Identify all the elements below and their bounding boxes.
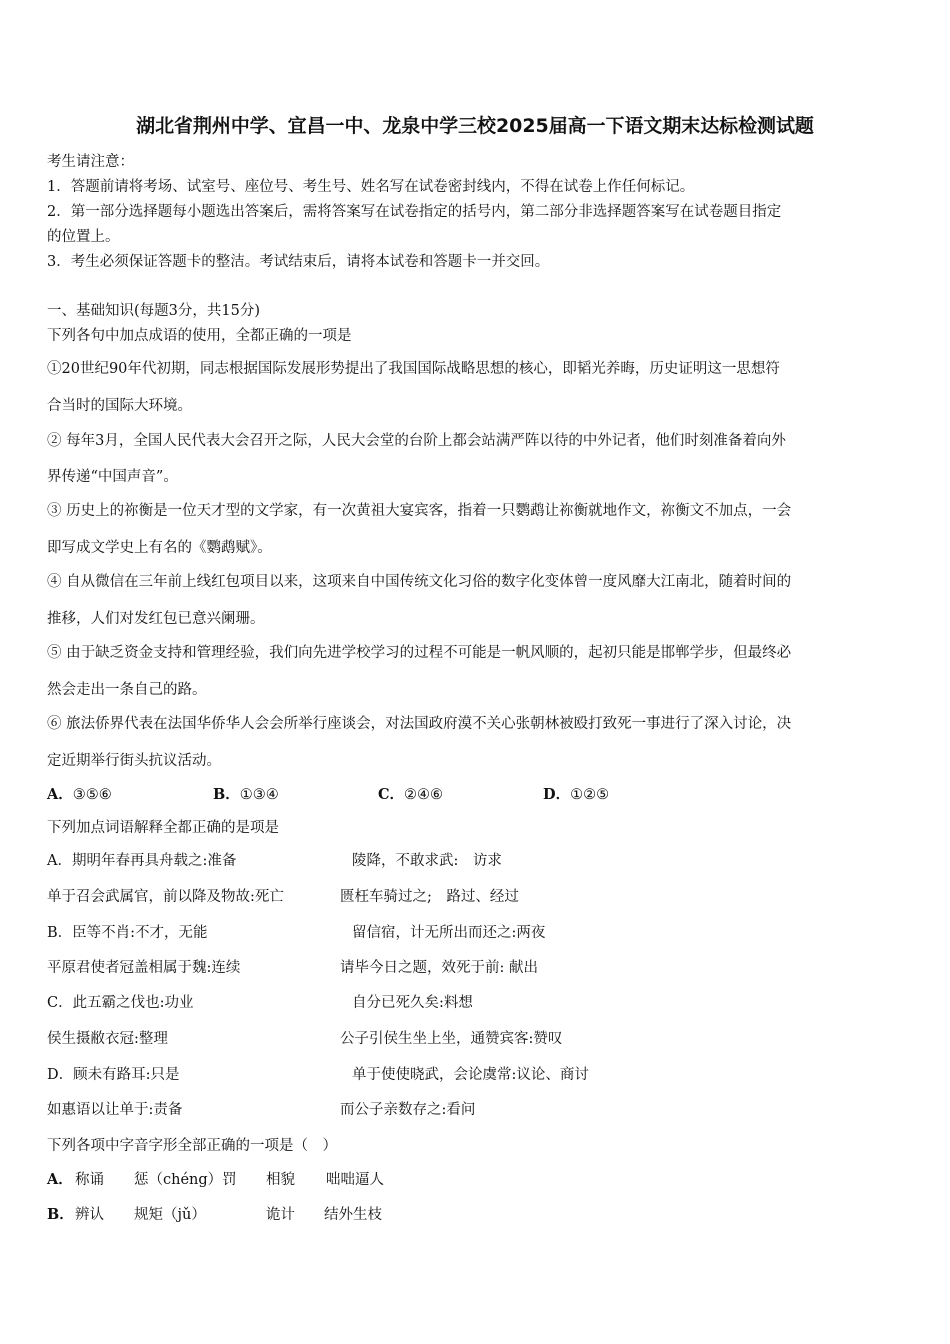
q3-word: 诡计 — [266, 1207, 295, 1223]
option-letter: D． — [543, 786, 571, 803]
q2-row-left: B．臣等不肖:不才，无能 — [47, 925, 208, 941]
option-a[interactable] — [47, 785, 112, 805]
q2-row-right: 公子引侯生坐上坐，通赞宾客:赞叹 — [340, 1031, 563, 1047]
q3-word: 辨认 — [75, 1207, 104, 1223]
notice-heading: 考生请注意： — [47, 154, 134, 170]
passage-line: 定近期举行街头抗议活动。 — [47, 753, 221, 769]
q2-row-left: C．此五霸之伐也:功业 — [47, 995, 194, 1011]
q2-row-left: A．期明年春再具舟载之:准备 — [47, 853, 237, 869]
q3-option-a[interactable] — [47, 1170, 73, 1190]
option-letter: B． — [213, 786, 240, 803]
q3-word: 相貌 — [266, 1172, 295, 1188]
q3-word: 结外生枝 — [324, 1207, 382, 1223]
passage-line: 界传递“中国声音”。 — [47, 469, 178, 485]
option-text: ②④⑥ — [404, 787, 444, 803]
q2-row-left: 平原君使者冠盖相属于魏:连续 — [47, 960, 241, 976]
q2-row-left: 侯生摄敝衣冠:整理 — [47, 1031, 168, 1047]
q2-row-left: 如惠语以让单于:责备 — [47, 1102, 183, 1118]
q3-option-b[interactable] — [47, 1205, 74, 1225]
option-letter: A． — [47, 1171, 73, 1188]
passage-line: ⑥ 旅法侨界代表在法国华侨华人会会所举行座谈会，对法国政府漠不关心张朝林被殴打致死一事进行了深入讨论，决 — [47, 716, 792, 732]
option-d[interactable] — [543, 785, 609, 805]
option-b[interactable] — [213, 785, 279, 805]
passage-line: ①20世纪90年代初期，同志根据国际发展形势提出了我国国际战略思想的核心，即韬光养晦，历史证明这一思想符 — [47, 361, 780, 377]
option-text: ③⑤⑥ — [72, 787, 112, 803]
option-c[interactable] — [378, 785, 443, 805]
passage-line: ② 每年3月，全国人民代表大会召开之际，人民大会堂的台阶上都会站满严阵以待的中外记者，他们时刻准备着向外 — [47, 433, 786, 449]
option-letter: B． — [47, 1206, 74, 1223]
notice-item: 2．第一部分选择题每小题选出答案后，需将答案写在试卷指定的括号内，第二部分非选择题答案写在试卷题目指定 — [47, 204, 782, 220]
option-text: ①②⑤ — [570, 787, 610, 803]
q3-word: 惩（chéng）罚 — [134, 1172, 237, 1188]
section-heading: 一、基础知识(每题3分，共15分) — [47, 303, 260, 319]
q3-word: 称诵 — [75, 1172, 104, 1188]
question-stem: 下列各句中加点成语的使用，全都正确的一项是 — [47, 328, 352, 344]
passage-line: 推移，人们对发红包已意兴阑珊。 — [47, 611, 265, 627]
q2-row-right: 单于使使晓武，会论虞常:议论、商讨 — [352, 1067, 589, 1083]
option-letter: C． — [378, 786, 405, 803]
passage-line: 合当时的国际大环境。 — [47, 398, 192, 414]
notice-item: 3．考生必须保证答题卡的整洁。考试结束后，请将本试卷和答题卡一并交回。 — [47, 254, 550, 270]
passage-line: 即写成文学史上有名的《鹦鹉赋》。 — [47, 540, 272, 556]
q2-row-left: D．顾未有路耳:只是 — [47, 1067, 180, 1083]
q2-row-right: 请毕今日之题，效死于前: 献出 — [340, 960, 538, 976]
q2-row-left: 单于召会武属官，前以降及物故:死亡 — [47, 889, 284, 905]
q2-row-right: 而公子亲数存之:看问 — [340, 1102, 476, 1118]
option-text: ①③④ — [239, 787, 279, 803]
notice-item: 的位置上。 — [47, 229, 120, 245]
q3-word: 规矩（jǔ） — [134, 1207, 206, 1223]
question-stem: 下列各项中字音字形全部正确的一项是（ ） — [47, 1138, 337, 1154]
passage-line: ⑤ 由于缺乏资金支持和管理经验，我们向先进学校学习的过程不可能是一帆风顺的，起初只能是邯郸学步，但最终必 — [47, 645, 792, 661]
passage-line: 然会走出一条自己的路。 — [47, 682, 207, 698]
question-stem: 下列加点词语解释全都正确的是项是 — [47, 820, 279, 836]
passage-line: ③ 历史上的祢衡是一位天才型的文学家，有一次黄祖大宴宾客，指着一只鹦鹉让祢衡就地作文，祢衡文不加点，一会 — [47, 503, 792, 519]
q2-row-right: 留信宿，计无所出而还之:两夜 — [352, 925, 546, 941]
q2-row-right: 匮枉车骑过之; 路过、经过 — [340, 889, 519, 905]
option-letter: A． — [47, 786, 73, 803]
q2-row-right: 自分已死久矣:料想 — [352, 995, 473, 1011]
q3-word: 咄咄逼人 — [326, 1172, 384, 1188]
passage-line: ④ 自从微信在三年前上线红包项目以来，这项来自中国传统文化习俗的数字化变体曾一度风靡大江南北，随着时间的 — [47, 574, 792, 590]
page-title: 湖北省荆州中学、宜昌一中、龙泉中学三校2025届高一下语文期末达标检测试题 — [136, 115, 814, 137]
notice-item: 1．答题前请将考场、试室号、座位号、考生号、姓名写在试卷密封线内，不得在试卷上作任何标记。 — [47, 179, 695, 195]
q2-row-right: 陵降，不敢求武: 访求 — [352, 853, 502, 869]
